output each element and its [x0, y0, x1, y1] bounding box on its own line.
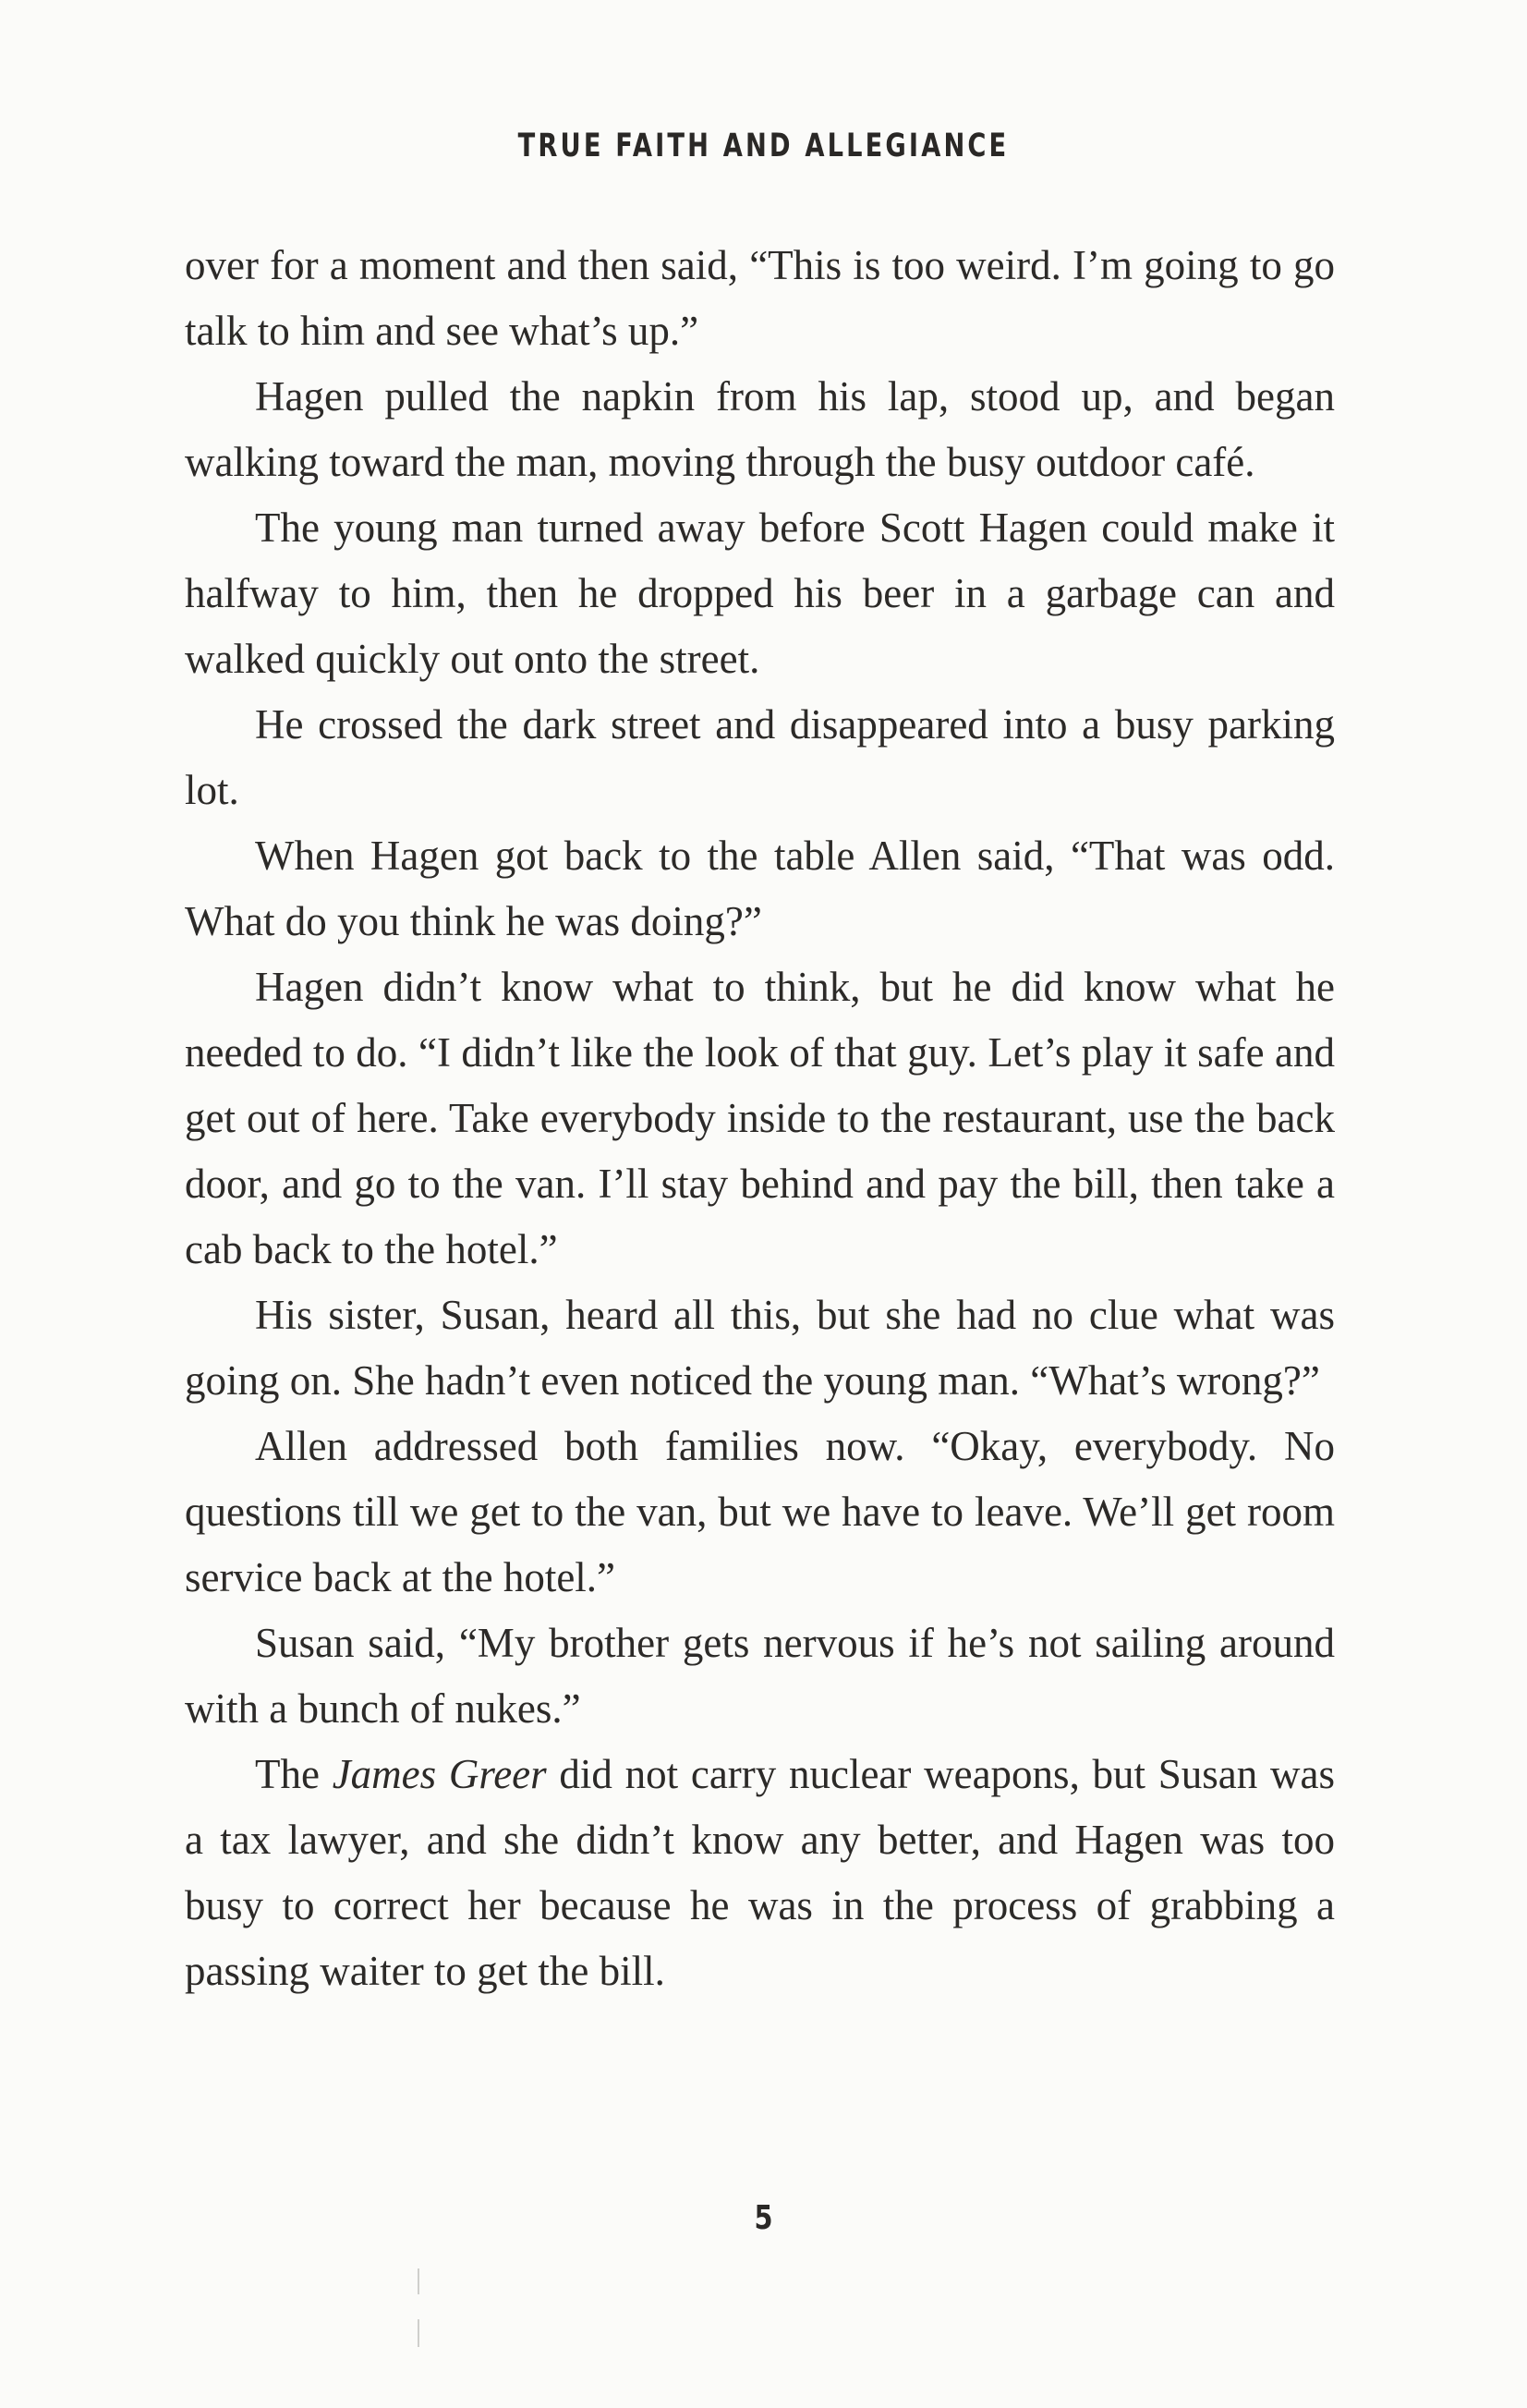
running-head: TRUE FAITH AND ALLEGIANCE	[517, 128, 1010, 164]
paragraph-4: He crossed the dark street and disappeared into a busy parking lot.	[185, 701, 1335, 813]
paragraph-3: The young man turned away before Scott Hagen could make it halfway to him, then he dropped his beer in a garbage can and walked quickly out onto the street.	[185, 505, 1335, 682]
body-text	[185, 233, 1335, 2004]
page-number: 5	[754, 2199, 773, 2237]
paragraph-1: over for a moment and then said, “This is too weird. I’m going to go talk to him and see what’s up.”	[185, 242, 1335, 354]
paragraph-10-start: The	[255, 1751, 333, 1797]
paragraph-10-end: did not carry nuclear weapons, but Susan was a tax lawyer, and she didn’t know any better, and Hagen was too busy to correct her because he was in the process of grabbing a passing waiter to get the bill.	[185, 1751, 1335, 1994]
paragraph-5: When Hagen got back to the table Allen said, “That was odd. What do you think he was doing?”	[185, 833, 1335, 944]
paragraph-8: Allen addressed both families now. “Okay, everybody. No questions till we get to the van, but we have to leave. We’ll get room service back at the hotel.”	[185, 1423, 1335, 1600]
paragraph-9: Susan said, “My brother gets nervous if he’s not sailing around with a bunch of nukes.”	[185, 1620, 1335, 1732]
paragraph-2: Hagen pulled the napkin from his lap, stood up, and began walking toward the man, moving through the busy outdoor café.	[185, 373, 1335, 485]
paragraph-6: Hagen didn’t know what to think, but he did know what he needed to do. “I didn’t like the look of that guy. Let’s play it safe and get out of here. Take everybody inside to the restaurant, use the back door, and go to the van. I’ll stay behind and pay the bill, then take a cab back to the hotel.”	[185, 964, 1335, 1272]
ship-name-italic: James Greer	[332, 1751, 547, 1797]
scan-mark	[418, 2268, 419, 2294]
scan-mark	[418, 2319, 419, 2347]
paragraph-10	[185, 1742, 1335, 2004]
paragraph-7: His sister, Susan, heard all this, but she had no clue what was going on. She hadn’t even noticed the young man. “What’s wrong?”	[185, 1292, 1335, 1404]
